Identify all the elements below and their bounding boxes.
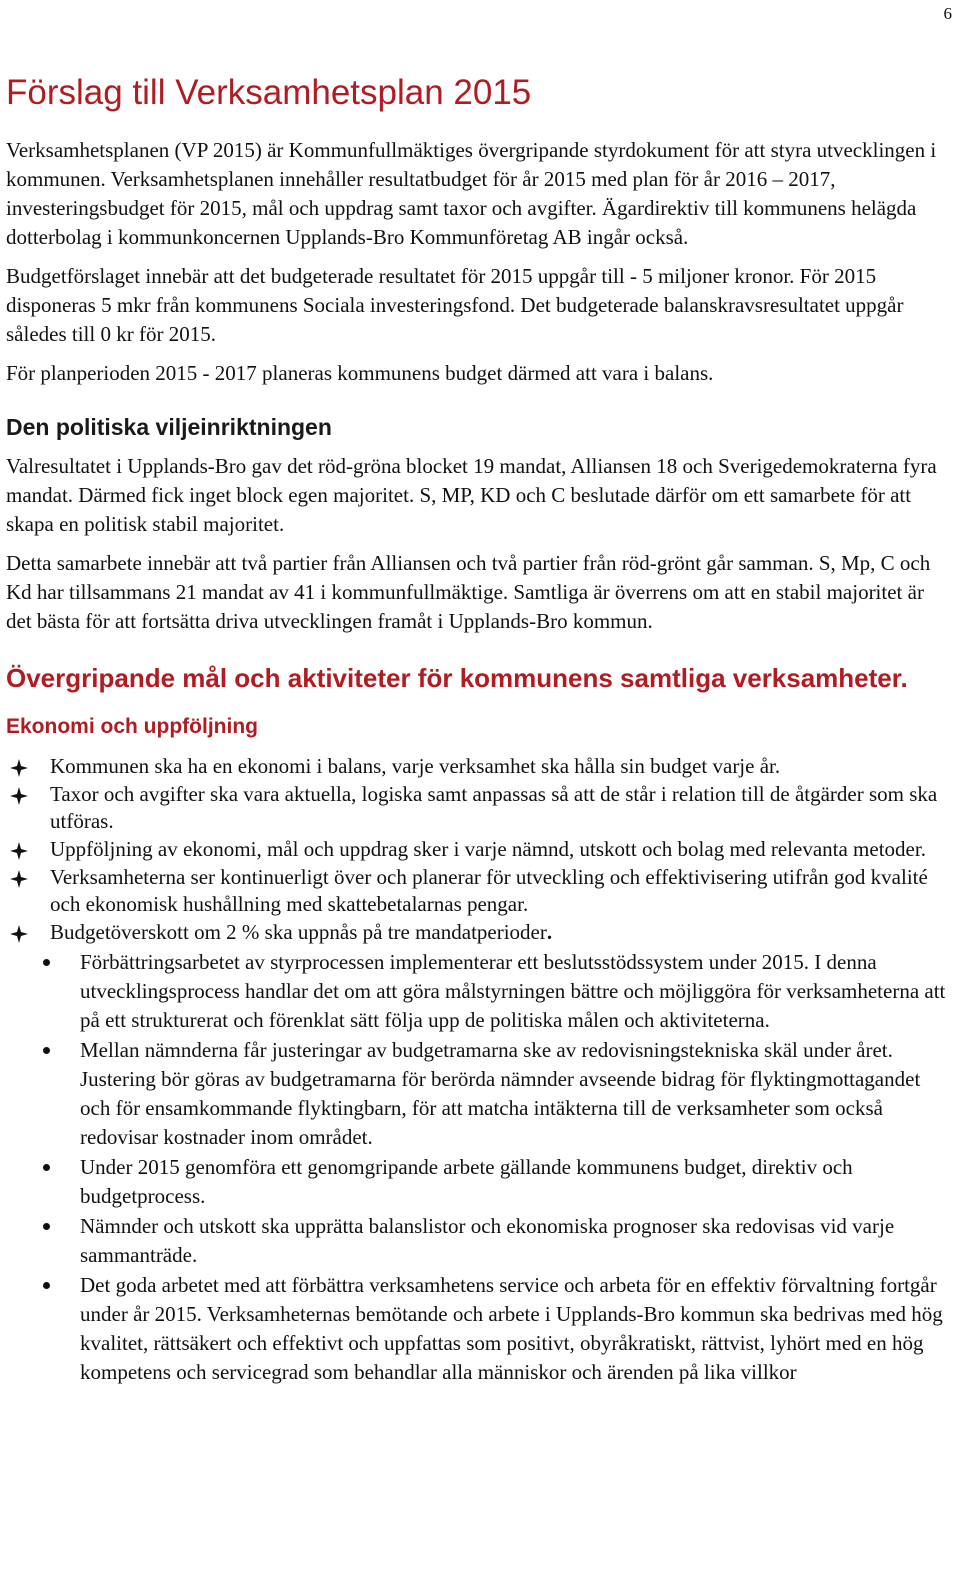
list-item-text: Verksamheterna ser kontinuerligt över och planerar för utveckling och effektivisering utifrån god kvalité och ekonomisk hushållning med skattebetalarnas pengar. bbox=[50, 865, 928, 916]
list-item-text: Kommunen ska ha en ekonomi i balans, varje verksamhet ska hålla sin budget varje år. bbox=[50, 754, 781, 778]
diamond-bullet-icon bbox=[10, 925, 28, 943]
list-item-text: Budgetöverskott om 2 % ska uppnås på tre mandatperioder bbox=[50, 920, 547, 944]
diamond-bullet-icon bbox=[10, 759, 28, 777]
list-item bbox=[6, 836, 954, 863]
document-body bbox=[6, 72, 954, 1388]
economy-subheading: Ekonomi och uppföljning bbox=[6, 715, 258, 738]
list-item-text: Taxor och avgifter ska vara aktuella, logiska samt anpassas så att de står i relation till de åtgärder som ska utföras. bbox=[50, 782, 938, 833]
intro-paragraph-2: Budgetförslaget innebär att det budgeterade resultatet för 2015 uppgår till - 5 miljoner kronor. För 2015 disponeras 5 mkr från kommunens Sociala investeringsfond. Det budgeterade balanskravsresultatet uppgår således till 0 kr för 2015. bbox=[6, 264, 904, 346]
diamond-bullet-icon bbox=[10, 787, 28, 805]
bullet-dot-icon bbox=[43, 1047, 50, 1054]
list-item bbox=[6, 919, 954, 946]
list-item-text: Nämnder och utskott ska upprätta balanslistor och ekonomiska prognoser ska redovisas vid varje sammanträde. bbox=[80, 1214, 895, 1267]
diamond-bullet-icon bbox=[10, 870, 28, 888]
political-paragraph-1: Valresultatet i Upplands-Bro gav det röd-gröna blocket 19 mandat, Alliansen 18 och Sverigedemokraterna fyra mandat. Därmed fick inget block egen majoritet. S, MP, KD och C beslutade därför om ett samarbete för att skapa en politisk stabil majoritet. bbox=[6, 454, 937, 536]
list-item-text: Det goda arbetet med att förbättra verksamhetens service och arbeta för en effektiv förvaltning fortgår under år 2015. Verksamheternas bemötande och arbete i Upplands-Bro kommun ska bedrivas med hög kvalitet, rättsäkert och effektivt och uppfattas som positivt, obyråkratiskt, rättvist, lyhört med en hög kompetens och servicegrad som behandlar alla människor och ärenden på lika villkor bbox=[80, 1273, 943, 1384]
diamond-list bbox=[6, 753, 954, 946]
intro-paragraph-3: För planperioden 2015 - 2017 planeras kommunens budget därmed att vara i balans. bbox=[6, 361, 714, 385]
intro-paragraph-1: Verksamhetsplanen (VP 2015) är Kommunfullmäktiges övergripande styrdokument för att styra utvecklingen i kommunen. Verksamhetsplanen innehåller resultatbudget för år 2015 med plan för år 2016 – 2017, investeringsbudget för 2015, mål och uppdrag samt taxor och avgifter. Ägardirektiv till kommunens helägda dotterbolag i kommunkoncernen Upplands-Bro Kommunföretag AB ingår också. bbox=[6, 138, 937, 249]
list-item bbox=[6, 1212, 954, 1270]
list-item bbox=[6, 781, 954, 835]
list-item-text: Mellan nämnderna får justeringar av budgetramarna ske av redovisningstekniska skäl under året. Justering bör göras av budgetramarna för berörda nämnder avseende bidrag för flyktingmottagandet och för ensamkommande flyktingbarn, för att matcha intäkterna till de verksamheter som också redovisar kostnader inom området. bbox=[80, 1038, 921, 1149]
list-item bbox=[6, 948, 954, 1035]
bullet-dot-icon bbox=[43, 1164, 50, 1171]
list-item-text: Förbättringsarbetet av styrprocessen implementerar ett beslutsstödssystem under 2015. I denna utvecklingsprocess handlar det om att göra målstyrningen bättre och möjliggöra för verksamheterna att på ett strukturerat och förenklat sätt följa upp de politiska målen och aktiviteterna. bbox=[80, 950, 946, 1032]
political-paragraph-2: Detta samarbete innebär att två partier från Alliansen och två partier från röd-grönt går samman. S, Mp, C och Kd har tillsammans 21 mandat av 41 i kommunfullmäktige. Samtliga är överrens om att en stabil majoritet är det bästa för att fortsätta driva utvecklingen framåt i Upplands-Bro kommun. bbox=[6, 551, 931, 633]
list-item-period: . bbox=[546, 920, 553, 944]
page-title: Förslag till Verksamhetsplan 2015 bbox=[6, 73, 532, 112]
list-item bbox=[6, 1271, 954, 1387]
bullet-list bbox=[6, 948, 954, 1387]
list-item bbox=[6, 1036, 954, 1152]
list-item bbox=[6, 1153, 954, 1211]
diamond-bullet-icon bbox=[10, 842, 28, 860]
political-heading: Den politiska viljeinriktningen bbox=[6, 414, 332, 440]
bullet-dot-icon bbox=[43, 1282, 50, 1289]
list-item bbox=[6, 753, 954, 780]
bullet-dot-icon bbox=[43, 959, 50, 966]
goals-heading: Övergripande mål och aktiviteter för kommunens samtliga verksamheter. bbox=[6, 663, 908, 693]
bullet-dot-icon bbox=[43, 1223, 50, 1230]
list-item bbox=[6, 864, 954, 918]
list-item-text: Uppföljning av ekonomi, mål och uppdrag sker i varje nämnd, utskott och bolag med relevanta metoder. bbox=[50, 837, 926, 861]
page-number: 6 bbox=[943, 4, 952, 23]
list-item-text: Under 2015 genomföra ett genomgripande arbete gällande kommunens budget, direktiv och budgetprocess. bbox=[80, 1155, 853, 1208]
